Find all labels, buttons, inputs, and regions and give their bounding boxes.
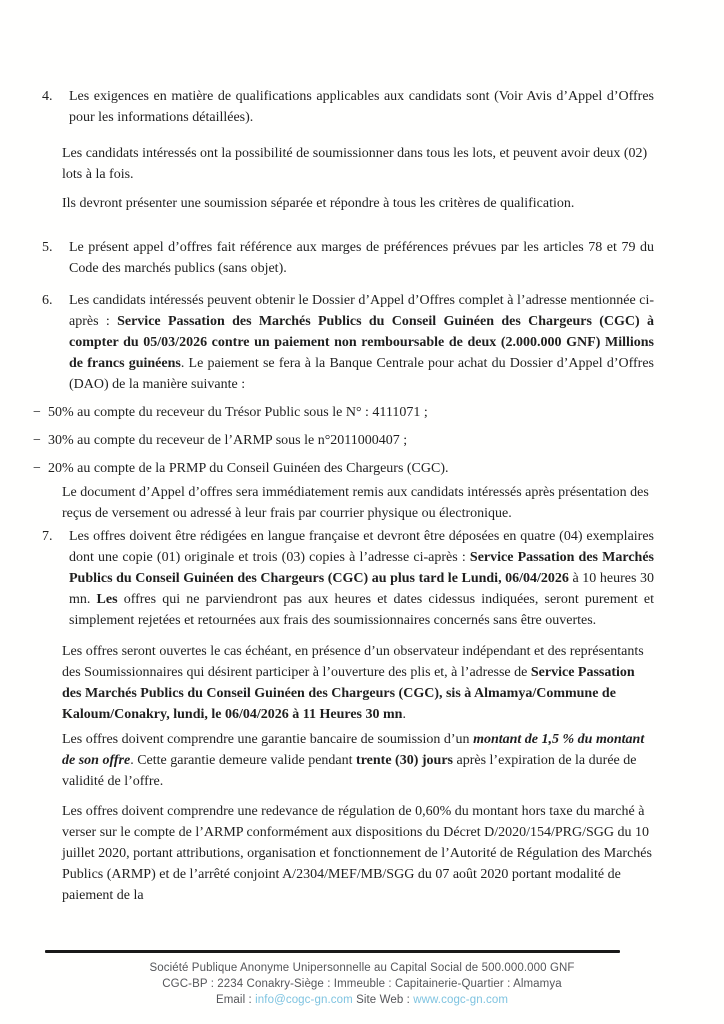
paragraph-text [62,644,644,722]
paragraph-text [62,196,574,211]
text-run: après l’expiration de la durée de validité de l’offre. [62,753,637,789]
text-run: offres qui ne parviendront pas aux heures et dates cidessus indiquées, seront purement et simplement rejetées et retournées aux frais des soumissionnaires concernés sans être ouvertes. [69,592,654,628]
emphasized-text: montant de 1,5 % du montant de son offre [62,732,645,768]
item-number: 5. [42,240,53,255]
paragraph-text [69,237,654,279]
text-run: Les offres doivent être rédigées en langue française et devront être déposées en quatre (04) exemplaires dont une copie (01) originale et trois (03) copies à l’adresse ci-après : [69,529,654,565]
paragraph [62,143,654,185]
text-run: . Cette garantie demeure valide pendant [130,753,357,768]
text-run: à 10 heures 30 mn. [69,571,654,607]
footer-website-link: www.cogc-gn.com [413,994,509,1006]
dash-marker: − [33,405,41,420]
paragraph [62,729,654,792]
dash-marker: − [33,461,41,476]
emphasized-text: trente (30) jours [356,753,453,768]
dash-list-item [33,430,654,451]
item-number: 6. [42,293,53,308]
footer-email-link: info@cogc-gn.com [255,994,353,1006]
paragraph [62,641,654,725]
numbered-paragraph [42,290,654,395]
numbered-paragraph [42,526,654,631]
footer-company-line: Société Publique Anonyme Unipersonnelle au Capital Social de 500.000.000 GNF [149,962,575,974]
emphasized-text: Les [96,592,118,607]
item-number: 7. [42,529,53,544]
text-run: Les offres doivent comprendre une redevance de régulation de 0,60% du montant hors taxe du marché à verser sur le compte de l’ARMP conformément aux dispositions du Décret D/2020/154/PRG/SGG du 10 juillet 2020, portant attributions, organisation et fonctionnement de l’Autorité de Régulation des Marchés Publics (ARMP) et de l’arrêté conjoint A/2304/MEF/MB/SGG du 07 août 2020 portant modalité de paiement de la [62,804,652,903]
text-run: 30% au compte du receveur de l’ARMP sous le n°2011000407 ; [48,433,408,448]
text-run: 50% au compte du receveur du Trésor Public sous le N° : 4111071 ; [48,405,428,420]
paragraph-text [69,86,654,128]
footer-website-label: Site Web : [356,994,410,1006]
paragraph-text [62,732,644,789]
footer-address-line: CGC-BP : 2234 Conakry-Siège : Immeuble : Capitainerie-Quartier : Almamya [162,978,562,990]
item-number: 4. [42,89,53,104]
page-footer [0,950,724,1008]
paragraph-text [48,458,654,479]
document-body [33,86,654,914]
paragraph-text [69,526,654,631]
footer-contact-line [0,992,724,1008]
text-run: Le présent appel d’offres fait référence aux marges de préférences prévues par les articles 78 et 79 du Code des marchés publics (sans objet). [69,240,654,276]
text-run: . Le paiement se fera à la Banque Centrale pour achat du Dossier d’Appel d’Offres (DAO) de la manière suivante : [69,356,654,392]
paragraph-text [62,146,647,182]
text-run: 20% au compte de la PRMP du Conseil Guinéen des Chargeurs (CGC). [48,461,449,476]
paragraph-text [62,804,652,903]
dash-marker: − [33,433,41,448]
text-run: Les candidats intéressés ont la possibilité de soumissionner dans tous les lots, et peuvent avoir deux (02) lots à la fois. [62,146,648,182]
paragraph-text [48,430,654,451]
text-run: Les exigences en matière de qualifications applicables aux candidats sont (Voir Avis d’Appel d’Offres pour les informations détaillées). [69,89,654,125]
paragraph [62,193,654,214]
footer-rule [45,950,620,953]
footer-email-label: Email : [215,994,252,1006]
numbered-paragraph [42,86,654,128]
text-run: Les candidats intéressés peuvent obtenir le Dossier d’Appel d’Offres complet à l’adresse mentionnée ci-après : [69,293,654,329]
dash-list-item [33,402,654,423]
text-run: Les offres doivent comprendre une garantie bancaire de soumission d’un [62,732,474,747]
text-run: Ils devront présenter une soumission séparée et répondre à tous les critères de qualification. [62,196,575,211]
text-run: Le document d’Appel d’offres sera immédiatement remis aux candidats intéressés après présentation des reçus de versement ou adressé à leur frais par courrier physique ou électronique. [62,485,649,521]
paragraph-text [69,290,654,395]
dash-list-item [33,458,654,479]
emphasized-text: Service Passation des Marchés Publics du Conseil Guinéen des Chargeurs (CGC), sis à Almamya/Commune de Kaloum/Conakry, lundi, le 06/04/2026 à 11 Heures 30 mn [62,665,635,722]
emphasized-text: Service Passation des Marchés Publics du Conseil Guinéen des Chargeurs (CGC) au plus tard le Lundi, 06/04/2026 [69,550,655,586]
paragraph [62,801,654,906]
emphasized-text: Service Passation des Marchés Publics du Conseil Guinéen des Chargeurs (CGC) à compter du 05/03/2026 contre un paiement non remboursable de deux (2.000.000 GNF) Millions de francs guinéens [69,314,654,371]
paragraph [62,482,654,524]
numbered-paragraph [42,237,654,279]
text-run: Les offres seront ouvertes le cas échéant, en présence d’un observateur indépendant et des représentants des Soumissionnaires qui désirent participer à l’ouverture des plis et, à l’adresse de [62,644,644,680]
paragraph-text [62,485,649,521]
text-run: . [402,707,406,722]
paragraph-text [48,402,654,423]
